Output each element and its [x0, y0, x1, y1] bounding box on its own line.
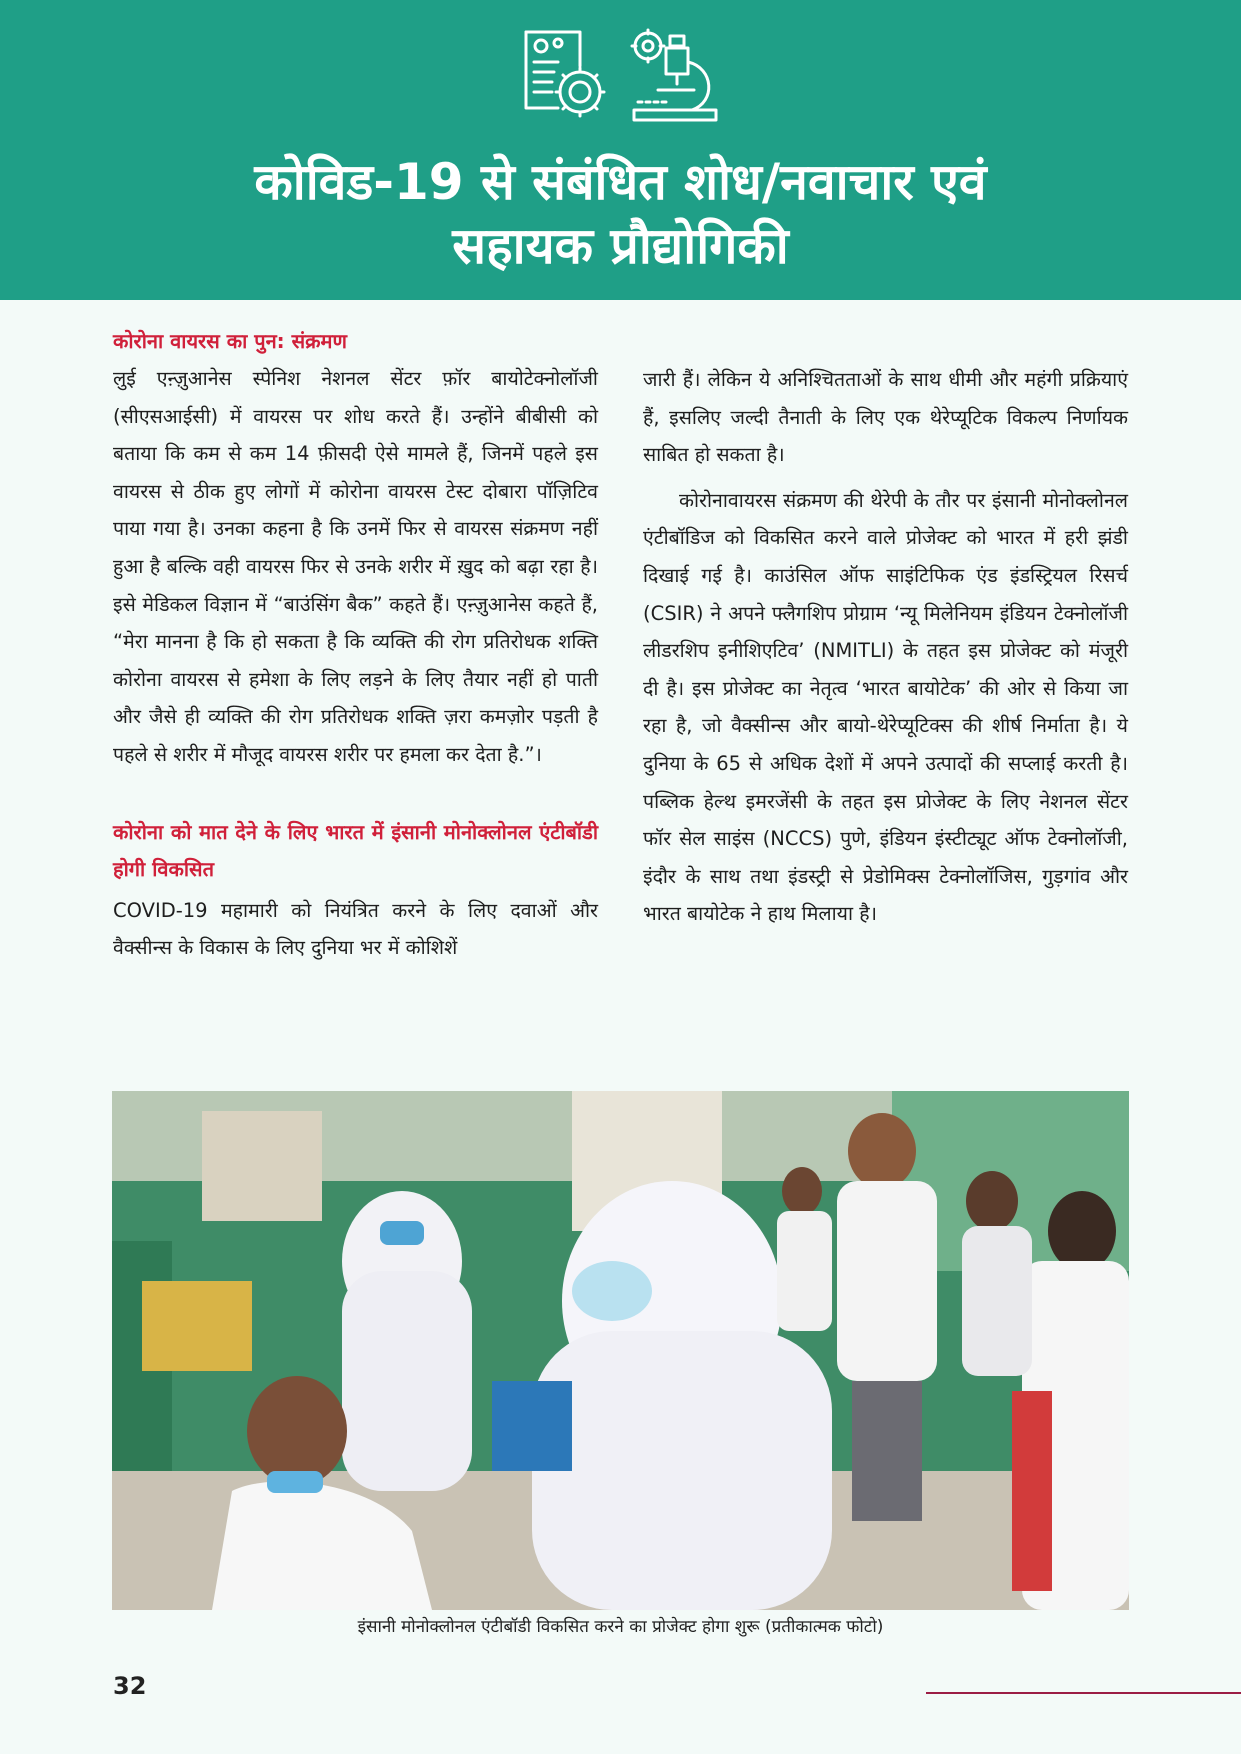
- footer-divider: [926, 1692, 1241, 1694]
- left-column: [113, 323, 598, 967]
- section-body-reinfection: लुई एऩ्ज़ुआनेस स्पेनिश नेशनल सेंटर फ़ॉर बायोटेक्नोलॉजी (सीएसआईसी) में वायरस पर शोध करते हैं। उन्होंने बीबीसी को बताया कि कम से कम 14 फ़ीसदी ऐसे मामले हैं, जिनमें पहले इस वायरस से ठीक हुए लोगों में कोरोना वायरस टेस्ट दोबारा पॉज़िटिव पाया गया है। उनका कहना है कि उनमें फिर से वायरस संक्रमण नहीं हुआ है बल्कि वही वायरस फिर से उनके शरीर में ख़ुद को बढ़ा रहा है। इसे मेडिकल विज्ञान में “बाउंसिंग बैक” कहते हैं। एऩ्ज़ुआनेस कहते हैं, “मेरा मानना है कि हो सकता है कि व्यक्ति की रोग प्रतिरोधक शक्ति कोरोना वायरस से हमेशा के लिए लड़ने के लिए तैयार नहीं हो पाती और जैसे ही व्यक्ति की रोग प्रतिरोधक शक्ति ज़रा कमज़ोर पड़ती है पहले से शरीर में मौजूद वायरस शरीर पर हमला कर देता है.”।: [113, 367, 598, 766]
- photo-illustration: [112, 1091, 1129, 1610]
- paragraph-continuation: जारी हैं। लेकिन ये अनिश्चितताओं के साथ धीमी और महंगी प्रक्रियाएं हैं, इसलिए जल्दी तैनाती के लिए एक थेरेप्यूटिक विकल्प निर्णायक साबित हो सकता है।: [643, 368, 1128, 467]
- research-document-virus-icon: [526, 32, 604, 116]
- header-icons: [518, 26, 728, 126]
- title-line-1: कोविड-19 से संबंधित शोध/नवाचार एवं: [254, 153, 987, 211]
- right-column: [643, 361, 1128, 933]
- section-gap: [113, 774, 598, 814]
- covid-testing-photo: [112, 1091, 1129, 1610]
- section-heading-reinfection: कोरोना वायरस का पुन: संक्रमण: [113, 329, 347, 353]
- page-header: [0, 0, 1241, 300]
- page-title: [0, 150, 1241, 278]
- page-number: 32: [113, 1672, 147, 1700]
- microscope-virus-icon: [632, 30, 716, 120]
- title-line-2: सहायक प्रौद्योगिकी: [452, 217, 789, 275]
- section-body-antibody-start: COVID-19 महामारी को नियंत्रित करने के लिए दवाओं और वैक्सीन्स के विकास के लिए दुनिया भर में कोशिशें: [113, 898, 598, 960]
- section-heading-antibody: कोरोना को मात देने के लिए भारत में इंसानी मोनोक्लोनल एंटीबॉडी होगी विकसित: [113, 819, 598, 881]
- photo-caption: इंसानी मोनोक्लोनल एंटीबॉडी विकसित करने का प्रोजेक्ट होगा शुरू (प्रतीकात्मक फोटो): [357, 1617, 884, 1637]
- paragraph-project: कोरोनावायरस संक्रमण की थेरेपी के तौर पर इंसानी मोनोक्लोनल एंटीबॉडिज को विकसित करने वाले प्रोजेक्ट को भारत में हरी झंडी दिखाई गई है। काउंसिल ऑफ साइंटिफिक एंड इंडस्ट्रियल रिसर्च (CSIR) ने अपने फ्लैगशिप प्रोग्राम ‘न्यू मिलेनियम इंडियन टेक्नोलॉजी लीडरशिप इनीशिएटिव’ (NMITLI) के तहत इस प्रोजेक्ट को मंजूरी दी है। इस प्रोजेक्ट का नेतृत्व ‘भारत बायोटेक’ की ओर से किया जा रहा है, जो वैक्सीन्स और बायो-थेरेप्यूटिक्स की शीर्ष निर्माता है। ये दुनिया के 65 से अधिक देशों में अपने उत्पादों की सप्लाई करती है। पब्लिक हेल्थ इमरजेंसी के तहत इस प्रोजेक्ट के लिए नेशनल सेंटर फॉर सेल साइंस (NCCS) पुणे, इंडियन इंस्टीट्यूट ऑफ टेक्नोलॉजी, इंदौर के साथ तथा इंडस्ट्री से प्रेडोमिक्स टेक्नोलॉजिस, गुड़गांव और भारत बायोटेक ने हाथ मिलाया है।: [643, 488, 1128, 926]
